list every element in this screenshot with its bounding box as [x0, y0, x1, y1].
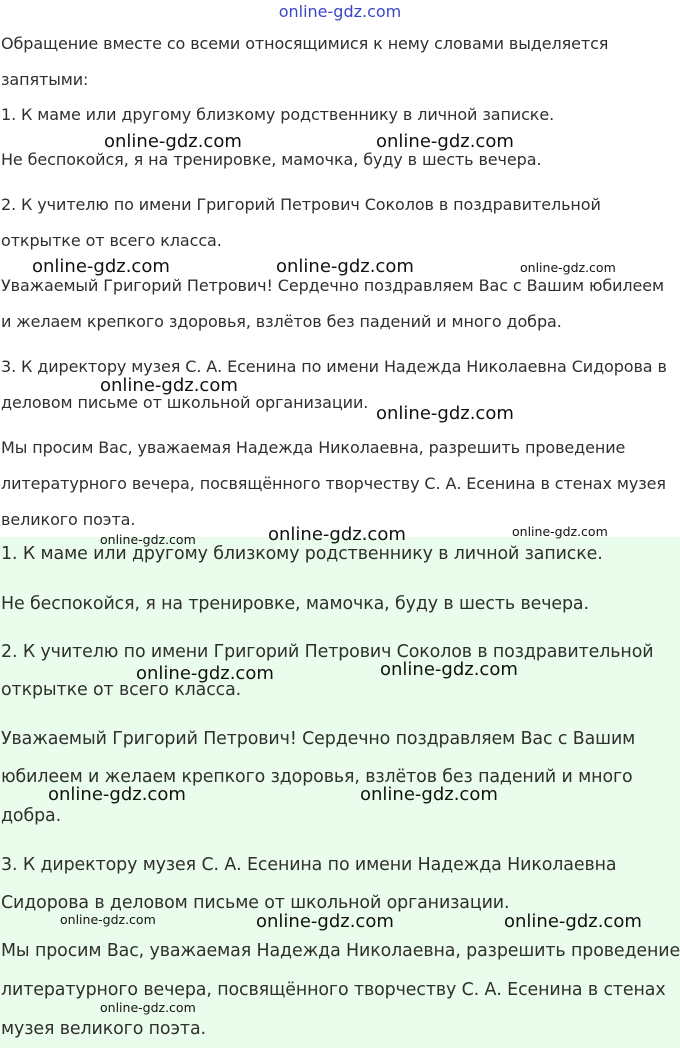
text-line: 3. К директору музея С. А. Есенина по имени Надежда Николаевна Сидорова в: [1, 357, 667, 376]
answer-line: Уважаемый Григорий Петрович! Сердечно поздравляем Вас с Вашим: [1, 729, 636, 749]
answer-line: добра.: [1, 806, 62, 826]
answer-line: Мы просим Вас, уважаемая Надежда Николаевна, разрешить проведение: [1, 941, 680, 961]
watermark: online-gdz.com: [136, 663, 274, 684]
answer-line: открытке от всего класса.: [1, 680, 242, 700]
watermark: online-gdz.com: [100, 375, 238, 396]
watermark: online-gdz.com: [380, 659, 518, 680]
text-line: Уважаемый Григорий Петрович! Сердечно поздравляем Вас с Вашим юбилеем: [1, 276, 664, 295]
watermark: online-gdz.com: [48, 784, 186, 805]
answer-line: 1. К маме или другому близкому родственнику в личной записке.: [1, 544, 603, 564]
watermark: online-gdz.com: [504, 911, 642, 932]
text-line: великого поэта.: [1, 510, 136, 529]
answer-line: музея великого поэта.: [1, 1019, 206, 1039]
watermark: online-gdz.com: [376, 403, 514, 424]
watermark: online-gdz.com: [268, 524, 406, 545]
watermark: online-gdz.com: [376, 131, 514, 152]
answer-line: Не беспокойся, я на тренировке, мамочка, буду в шесть вечера.: [1, 594, 589, 614]
answer-line: Сидорова в деловом письме от школьной организации.: [1, 893, 510, 913]
text-line: Мы просим Вас, уважаемая Надежда Николаевна, разрешить проведение: [1, 438, 626, 457]
watermark: online-gdz.com: [360, 784, 498, 805]
watermark: online-gdz.com: [32, 256, 170, 277]
text-line: запятыми:: [1, 70, 89, 89]
text-line: и желаем крепкого здоровья, взлётов без падений и много добра.: [1, 312, 562, 331]
answer-line: литературного вечера, посвящённого творчеству С. А. Есенина в стенах: [1, 980, 666, 1000]
watermark: online-gdz.com: [100, 532, 196, 547]
text-line: литературного вечера, посвящённого творчеству С. А. Есенина в стенах музея: [1, 474, 666, 493]
watermark: online-gdz.com: [276, 256, 414, 277]
text-line: открытке от всего класса.: [1, 231, 222, 250]
text-line: Обращение вместе со всеми относящимися к нему словами выделяется: [1, 34, 609, 53]
watermark: online-gdz.com: [512, 524, 608, 539]
header-watermark: online-gdz.com: [278, 2, 402, 21]
answer-line: 3. К директору музея С. А. Есенина по имени Надежда Николаевна: [1, 855, 617, 875]
text-line: деловом письме от школьной организации.: [1, 393, 369, 412]
watermark: online-gdz.com: [100, 1000, 196, 1015]
text-line: Не беспокойся, я на тренировке, мамочка, буду в шесть вечера.: [1, 150, 542, 169]
watermark: online-gdz.com: [60, 912, 156, 927]
watermark: online-gdz.com: [520, 260, 616, 275]
answer-line: юбилеем и желаем крепкого здоровья, взлётов без падений и много: [1, 767, 633, 787]
text-line: 2. К учителю по имени Григорий Петрович Соколов в поздравительной: [1, 195, 601, 214]
watermark: online-gdz.com: [104, 131, 242, 152]
text-line: 1. К маме или другому близкому родственнику в личной записке.: [1, 105, 555, 124]
answer-line: 2. К учителю по имени Григорий Петрович Соколов в поздравительной: [1, 642, 654, 662]
watermark: online-gdz.com: [256, 911, 394, 932]
